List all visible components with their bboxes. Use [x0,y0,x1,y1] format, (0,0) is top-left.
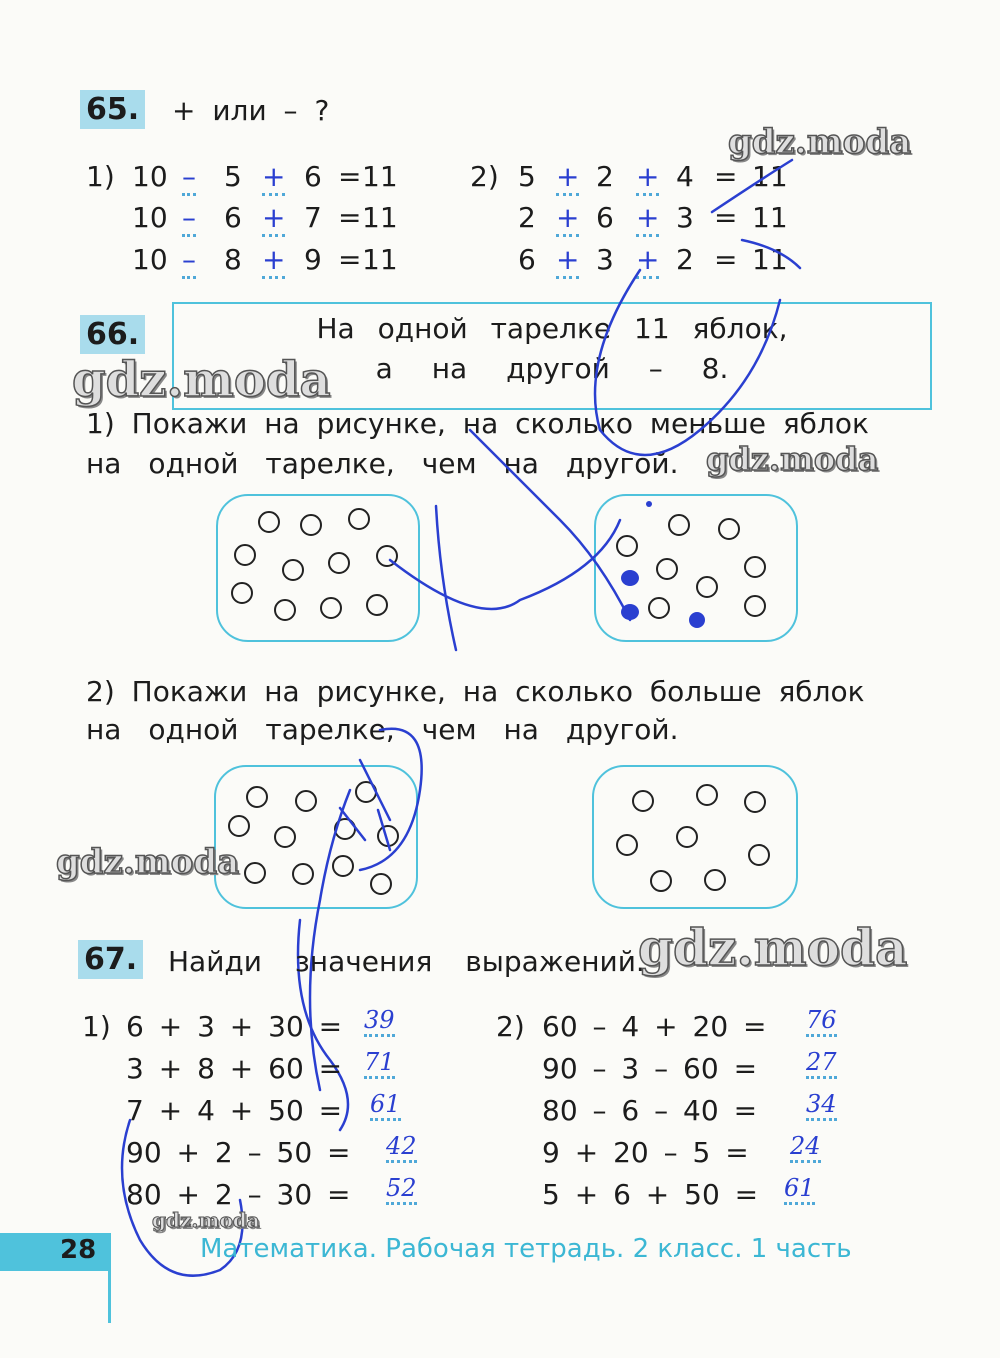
result: 11 [362,160,398,193]
operand: 6 [518,243,536,276]
operand: 9 [304,243,322,276]
sign-answer[interactable]: + [556,201,579,237]
expression-1-5: 80 + 2 – 30 = [126,1178,351,1211]
result: 11 [752,201,788,234]
footer-divider [108,1233,111,1323]
result: 11 [362,243,398,276]
operand: 6 [304,160,322,193]
operand: 10 [132,243,168,276]
result: 11 [752,243,788,276]
watermark: gdz.moda [728,122,912,162]
answer-2-5[interactable]: 61 [784,1174,815,1205]
answer-2-3[interactable]: 34 [806,1090,837,1121]
task-1-line-1: 1) Покажи на рисунке, на сколько меньше яблок [86,407,869,440]
exercise-67-col1-label: 1) [82,1010,111,1043]
equals: = [714,160,738,193]
expression-1-4: 90 + 2 – 50 = [126,1136,351,1169]
expression-1-3: 7 + 4 + 50 = [126,1094,343,1127]
task-2-line-2: на одной тарелке, чем на другой. [86,713,679,746]
sign-answer[interactable]: – [182,160,196,196]
task-2-line-1: 2) Покажи на рисунке, на сколько больше яблок [86,675,865,708]
result: 11 [362,201,398,234]
exercise-67-col2-label: 2) [496,1010,525,1043]
operand: 7 [304,201,322,234]
sign-answer[interactable]: + [556,160,579,196]
equals: = [338,243,362,276]
expression-1-2: 3 + 8 + 60 = [126,1052,343,1085]
watermark: gdz.moda [706,440,879,478]
exercise-67-number: 67. [78,940,143,979]
operand: 6 [224,201,242,234]
result: 11 [752,160,788,193]
exercise-65-col2-label: 2) [470,160,499,193]
equals: = [714,243,738,276]
book-title: Математика. Рабочая тетрадь. 2 класс. 1 часть [200,1234,852,1264]
exercise-65-number: 65. [80,90,145,129]
equals: = [338,160,362,193]
expression-2-1: 60 – 4 + 20 = [542,1010,767,1043]
watermark: gdz.moda [56,842,240,882]
operand: 2 [676,243,694,276]
answer-1-1[interactable]: 39 [364,1006,395,1037]
operand: 8 [224,243,242,276]
page-number: 28 [60,1235,97,1265]
sign-answer[interactable]: + [636,160,659,196]
sign-answer[interactable]: + [262,201,285,237]
exercise-67-prompt: Найди значения выражений. [168,945,645,978]
sign-answer[interactable]: + [556,243,579,279]
exercise-66-number: 66. [80,315,145,354]
answer-1-4[interactable]: 42 [386,1132,417,1163]
sign-answer[interactable]: + [636,243,659,279]
expression-2-5: 5 + 6 + 50 = [542,1178,759,1211]
watermark: gdz.moda [152,1208,260,1232]
answer-1-5[interactable]: 52 [386,1174,417,1205]
expression-2-2: 90 – 3 – 60 = [542,1052,758,1085]
condition-line-2: а на другой – 8. [375,352,729,385]
sign-answer[interactable]: – [182,201,196,237]
sign-answer[interactable]: + [636,201,659,237]
expression-2-3: 80 – 6 – 40 = [542,1094,758,1127]
answer-2-1[interactable]: 76 [806,1006,837,1037]
expression-1-1: 6 + 3 + 30 = [126,1010,343,1043]
watermark: gdz.moda [72,352,331,408]
operand: 10 [132,201,168,234]
operand: 4 [676,160,694,193]
operand: 10 [132,160,168,193]
operand: 3 [676,201,694,234]
answer-1-3[interactable]: 61 [370,1090,401,1121]
answer-1-2[interactable]: 71 [364,1048,395,1079]
answer-2-2[interactable]: 27 [806,1048,837,1079]
operand: 5 [518,160,536,193]
operand: 2 [596,160,614,193]
operand: 2 [518,201,536,234]
condition-line-1: На одной тарелке 11 яблок, [316,312,788,345]
operand: 6 [596,201,614,234]
equals: = [714,201,738,234]
equals: = [338,201,362,234]
watermark: gdz.moda [638,918,908,977]
sign-answer[interactable]: + [262,243,285,279]
task-1-line-2: на одной тарелке, чем на другой. [86,447,679,480]
operand: 5 [224,160,242,193]
expression-2-4: 9 + 20 – 5 = [542,1136,749,1169]
sign-answer[interactable]: – [182,243,196,279]
page-number-tab [0,1233,108,1271]
exercise-65-col1-label: 1) [86,160,115,193]
exercise-65-prompt: + или – ? [172,94,330,127]
operand: 3 [596,243,614,276]
sign-answer[interactable]: + [262,160,285,196]
answer-2-4[interactable]: 24 [790,1132,821,1163]
